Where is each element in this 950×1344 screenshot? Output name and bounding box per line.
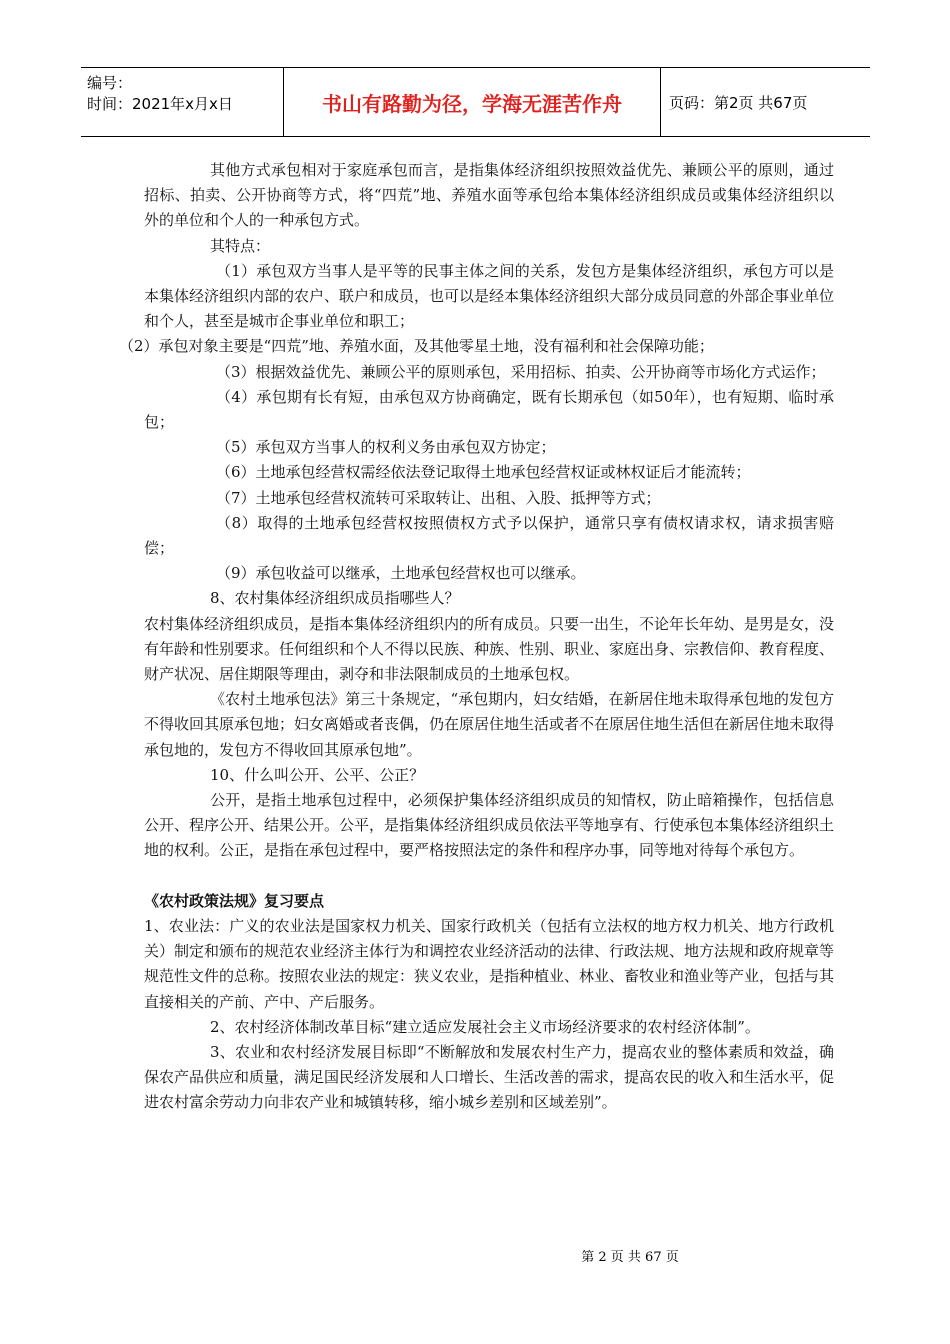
list-item: （8）取得的土地承包经营权按照债权方式予以保护，通常只享有债权请求权，请求损害赔偿；: [144, 513, 834, 558]
paragraph: 1、农业法：广义的农业法是国家权力机关、国家行政机关（包括有立法权的地方权力机关、地方行政机关）制定和颁布的规范农业经济主体行为和调控农业经济活动的法律、行政法规、地方法规和政府规章等规范性文件的总称。按照农业法的规定：狭义农业，是指种植业、林业、畜牧业和渔业等产业，包括与其直接相关的产前、产中、产后服务。: [144, 916, 835, 1011]
header-motto: 书山有路勤为径，学海无涯苦作舟: [284, 68, 661, 136]
document-body: [119, 158, 835, 1116]
list-item: （6）土地承包经营权需经依法登记取得土地承包经营权证或林权证后才能流转；: [216, 463, 751, 482]
paragraph: 农村集体经济组织成员，是指本集体经济组织内的所有成员。只要一出生，不论年长年幼、是男是女，没有年龄和性别要求。任何组织和个人不得以民族、种族、性别、职业、家庭出身、宗教信仰、教育程度、财产状况、居住期限等理由，剥夺和非法限制成员的土地承包权。: [144, 614, 835, 684]
list-item: （5）承包双方当事人的权利义务由承包双方协定；: [216, 438, 556, 457]
section-heading: 8、农村集体经济组织成员指哪些人？: [210, 589, 460, 608]
paragraph: 公开，是指土地承包过程中，必须保护集体经济组织成员的知情权，防止暗箱操作，包括信息公开、程序公开、结果公开。公平，是指集体经济组织成员依法平等地享有、行使承包本集体经济组织土地的权利。公正，是指在承包过程中，要严格按照法定的条件和程序办事，同等地对待每个承包方。: [144, 791, 835, 860]
list-item: （2）承包对象主要是“四荒”地、养殖水面，及其他零星土地，没有福利和社会保障功能；: [119, 337, 714, 356]
list-item: （7）土地承包经营权流转可采取转让、出租、入股、抵押等方式；: [216, 488, 661, 507]
spacer: [144, 864, 834, 889]
section-heading: 10、什么叫公开、公平、公正？: [210, 765, 425, 784]
list-item: （3）根据效益优先、兼顾公平的原则承包，采用招标、拍卖、公开协商等市场化方式运作；: [216, 362, 826, 381]
header-meta: [81, 68, 284, 136]
paragraph: 其特点：: [210, 236, 271, 255]
paragraph: 其他方式承包相对于家庭承包而言，是指集体经济组织按照效益优先、兼顾公平的原则，通过招标、拍卖、公开协商等方式，将“四荒”地、养殖水面等承包给本集体经济组织成员或集体经济组织以外的单位和个人的一种承包方式。: [144, 161, 834, 230]
review-title: 《农村政策法规》复习要点: [144, 891, 325, 910]
paragraph: 2、农村经济体制改革目标“建立适应发展社会主义市场经济要求的农村经济体制”。: [210, 1017, 760, 1036]
header-time: 时间：2021年x月x日: [87, 95, 233, 113]
page-header: [81, 67, 870, 137]
page-footer: 第 2 页 共 67 页: [581, 1250, 679, 1265]
paragraph: 《农村土地承包法》第三十条规定，“承包期内，妇女结婚，在新居住地未取得承包地的发包方不得收回其原承包地；妇女离婚或者丧偶，仍在原居住地生活或者不在原居住地生活但在新居住地未取得承包地的，发包方不得收回其原承包地”。: [144, 690, 835, 759]
list-item: （9）承包收益可以继承，土地承包经营权也可以继承。: [216, 564, 586, 583]
list-item: （1）承包双方当事人是平等的民事主体之间的关系，发包方是集体经济组织，承包方可以是本集体经济组织内部的农户、联户和成员，也可以是经本集体经济组织大部分成员同意的外部企事业单位和个人，甚至是城市企事业单位和职工；: [144, 261, 835, 331]
header-page-number: 页码：第2页 共67页: [669, 93, 808, 112]
list-item: （4）承包期有长有短，由承包双方协商确定，既有长期承包（如50年），也有短期、临时承包；: [144, 387, 834, 432]
paragraph: 3、农业和农村经济发展目标即“不断解放和发展农村生产力，提高农业的整体素质和效益，确保农产品供应和质量，满足国民经济发展和人口增长、生活改善的需求，提高农民的收入和生活水平，促进农村富余劳动力向非农产业和城镇转移，缩小城乡差别和区域差别”。: [144, 1042, 835, 1112]
header-number: 编号：: [87, 74, 133, 92]
